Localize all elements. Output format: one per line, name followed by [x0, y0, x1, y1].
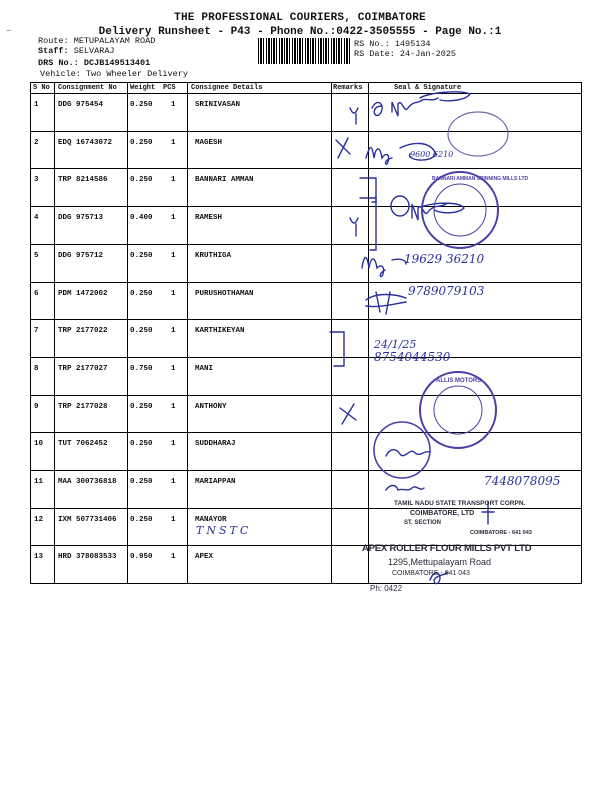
rs-date-value: 24-Jan-2025 [399, 49, 457, 59]
cell-weight: 0.400 [130, 214, 153, 223]
apex-stamp-city: COIMBATORE - 641 043 [392, 570, 470, 577]
cell-pcs: 1 [171, 553, 176, 562]
row6-phone: 9789079103 [408, 284, 485, 298]
col-header-remarks: Remarks [333, 84, 363, 92]
cell-pcs: 1 [171, 101, 176, 109]
cell-consignee: MAGESH [195, 138, 223, 147]
cell-consignment: TUT 7062452 [58, 440, 108, 449]
cell-sno: 7 [34, 327, 39, 336]
route-value: METUPALAYAM ROAD [73, 36, 156, 46]
motors-stamp-text: ALLIS MOTORS [436, 378, 482, 384]
table-row [31, 244, 581, 282]
cell-sno: 3 [34, 176, 39, 185]
staff-value: SELVARAJ [73, 46, 115, 56]
vehicle-label: Vehicle: [40, 69, 81, 79]
col-header-pcs: PCS [163, 84, 176, 92]
cell-pcs: 1 [171, 440, 176, 449]
table-row [31, 357, 581, 395]
table-row [31, 168, 581, 206]
row-divider [31, 508, 581, 509]
row-divider [31, 470, 581, 471]
table-row [31, 508, 581, 546]
cell-sno: 11 [34, 478, 44, 486]
cell-consignee: MARIAPPAN [195, 478, 236, 486]
cell-consignment: TRP 2177028 [58, 402, 108, 411]
tnstc-line3: ST. SECTION [404, 520, 442, 526]
cell-consignee: BANNARI AMMAN [195, 176, 254, 185]
cell-weight: 0.250 [130, 402, 153, 411]
row-divider [31, 206, 581, 207]
apex-stamp-address: 1295,Mettupalayam Road [388, 557, 492, 567]
cell-pcs: 1 [171, 251, 176, 260]
cell-consignment: IXM 507731406 [58, 515, 117, 524]
cell-consignment: EDQ 16743072 [58, 138, 113, 147]
row-divider [31, 319, 581, 320]
row-divider [31, 168, 581, 169]
cell-sno: 12 [34, 515, 44, 524]
runsheet-table [30, 82, 582, 584]
cell-sno: 13 [34, 553, 44, 562]
cell-pcs: 1 [171, 478, 176, 486]
cell-consignment: DDG 975712 [58, 251, 104, 260]
row12-note: TNSTC [196, 524, 252, 537]
apex-stamp-phone: Ph: 0422 [370, 584, 403, 593]
table-row [31, 432, 581, 470]
cell-consignee: ANTHONY [195, 402, 227, 411]
table-row [31, 395, 581, 433]
rs-no-line [354, 39, 431, 49]
cell-consignment: HRD 378083533 [58, 553, 117, 562]
table-row [31, 206, 581, 244]
company-title: THE PROFESSIONAL COURIERS, COIMBATORE [174, 12, 426, 24]
cell-consignee: SUDDHARAJ [195, 440, 236, 449]
row5-phone: 19629 36210 [404, 252, 485, 266]
row-divider [31, 131, 581, 132]
col-header-consignment: Consignment No [58, 84, 117, 92]
cell-sno: 5 [34, 251, 39, 260]
row-divider [31, 395, 581, 396]
cell-consignee: PURUSHOTHAMAN [195, 289, 254, 298]
drs-value: DCJB149513401 [83, 58, 151, 68]
cell-pcs: 1 [171, 515, 176, 524]
cell-pcs: 1 [171, 176, 176, 185]
rs-date-line [354, 49, 456, 59]
row-divider [31, 432, 581, 433]
cell-pcs: 1 [171, 289, 176, 298]
route-label: Route: [38, 36, 69, 46]
row11-phone: 7448078095 [484, 474, 561, 488]
tnstc-line4: COIMBATORE - 641 043 [470, 530, 532, 536]
table-row [31, 131, 581, 169]
vehicle-line [40, 69, 188, 79]
cell-consignee: KARTHIKEYAN [195, 327, 245, 336]
table-row [31, 319, 581, 357]
cell-pcs: 1 [171, 327, 176, 336]
cell-consignment: DDG 975454 [58, 101, 104, 109]
route-line [38, 36, 155, 46]
cell-consignee: MANAYOR [195, 515, 227, 524]
corner-mark: ∽ [6, 26, 11, 35]
cell-weight: 0.250 [130, 515, 153, 524]
staff-label: Staff: [38, 46, 69, 56]
col-header-seal: Seal & Signature [394, 84, 462, 92]
tnstc-line1: TAMIL NADU STATE TRANSPORT CORPN. [394, 500, 526, 507]
row-divider [31, 357, 581, 358]
cell-sno: 10 [34, 440, 44, 449]
vehicle-value: Two Wheeler Delivery [85, 69, 188, 79]
cell-pcs: 1 [171, 364, 176, 373]
cell-consignment: DDG 975713 [58, 214, 104, 223]
cell-consignment: TRP 2177022 [58, 327, 108, 336]
tnstc-line2: COIMBATORE, LTD [410, 510, 475, 517]
cell-pcs: 1 [171, 214, 176, 223]
cell-weight: 0.250 [130, 289, 153, 298]
cell-consignment: MAA 300736818 [58, 478, 117, 486]
cell-consignee: SRINIVASAN [195, 101, 241, 109]
cell-weight: 0.250 [130, 251, 153, 260]
apex-stamp-name: APEX ROLLER FLOUR MILLS PVT LTD [362, 543, 532, 554]
cell-pcs: 1 [171, 402, 176, 411]
cell-sno: 4 [34, 214, 39, 223]
cell-weight: 0.250 [130, 138, 153, 147]
cell-weight: 0.250 [130, 176, 153, 185]
drs-line [38, 58, 150, 68]
row7-date: 24/1/25 [374, 338, 417, 351]
cell-consignee: APEX [195, 553, 214, 562]
cell-consignment: PDM 1472002 [58, 289, 108, 298]
row2-phone: 9600 6210 [410, 150, 454, 159]
rs-date-label: RS Date: [354, 49, 395, 59]
drs-label: DRS No.: [38, 58, 79, 68]
cell-consignment: TRP 8214586 [58, 176, 108, 185]
table-row [31, 93, 581, 131]
table-row [31, 282, 581, 320]
cell-sno: 8 [34, 364, 39, 373]
barcode [258, 38, 350, 64]
row-divider [31, 244, 581, 245]
cell-weight: 0.250 [130, 478, 153, 486]
cell-sno: 2 [34, 138, 39, 147]
staff-line [38, 46, 115, 56]
cell-weight: 0.950 [130, 553, 153, 562]
cell-sno: 9 [34, 402, 39, 411]
cell-sno: 6 [34, 289, 39, 298]
col-header-sno: S No [33, 84, 50, 92]
col-header-consignee: Consignee Details [191, 84, 263, 92]
cell-pcs: 1 [171, 138, 176, 147]
cell-weight: 0.250 [130, 440, 153, 449]
rs-no-label: RS No.: [354, 39, 390, 49]
mill-stamp-text: BANNARI AMMAN SPINNING MILLS LTD [432, 176, 529, 182]
runsheet-subtitle: Delivery Runsheet - P43 - Phone No.:0422-3505555 - Page No.:1 [98, 26, 502, 38]
cell-consignee: KRUTHIGA [195, 251, 232, 260]
col-header-weight: Weight [130, 84, 156, 92]
rs-no-value: 1495134 [394, 39, 431, 49]
cell-weight: 0.250 [130, 101, 153, 109]
row8-phone: 8754044530 [374, 350, 451, 364]
cell-consignment: TRP 2177027 [58, 364, 108, 373]
cell-weight: 0.250 [130, 327, 153, 336]
cell-consignee: MANI [195, 364, 214, 373]
cell-consignee: RAMESH [195, 214, 223, 223]
cell-weight: 0.750 [130, 364, 153, 373]
cell-sno: 1 [34, 101, 39, 109]
row-divider [31, 282, 581, 283]
